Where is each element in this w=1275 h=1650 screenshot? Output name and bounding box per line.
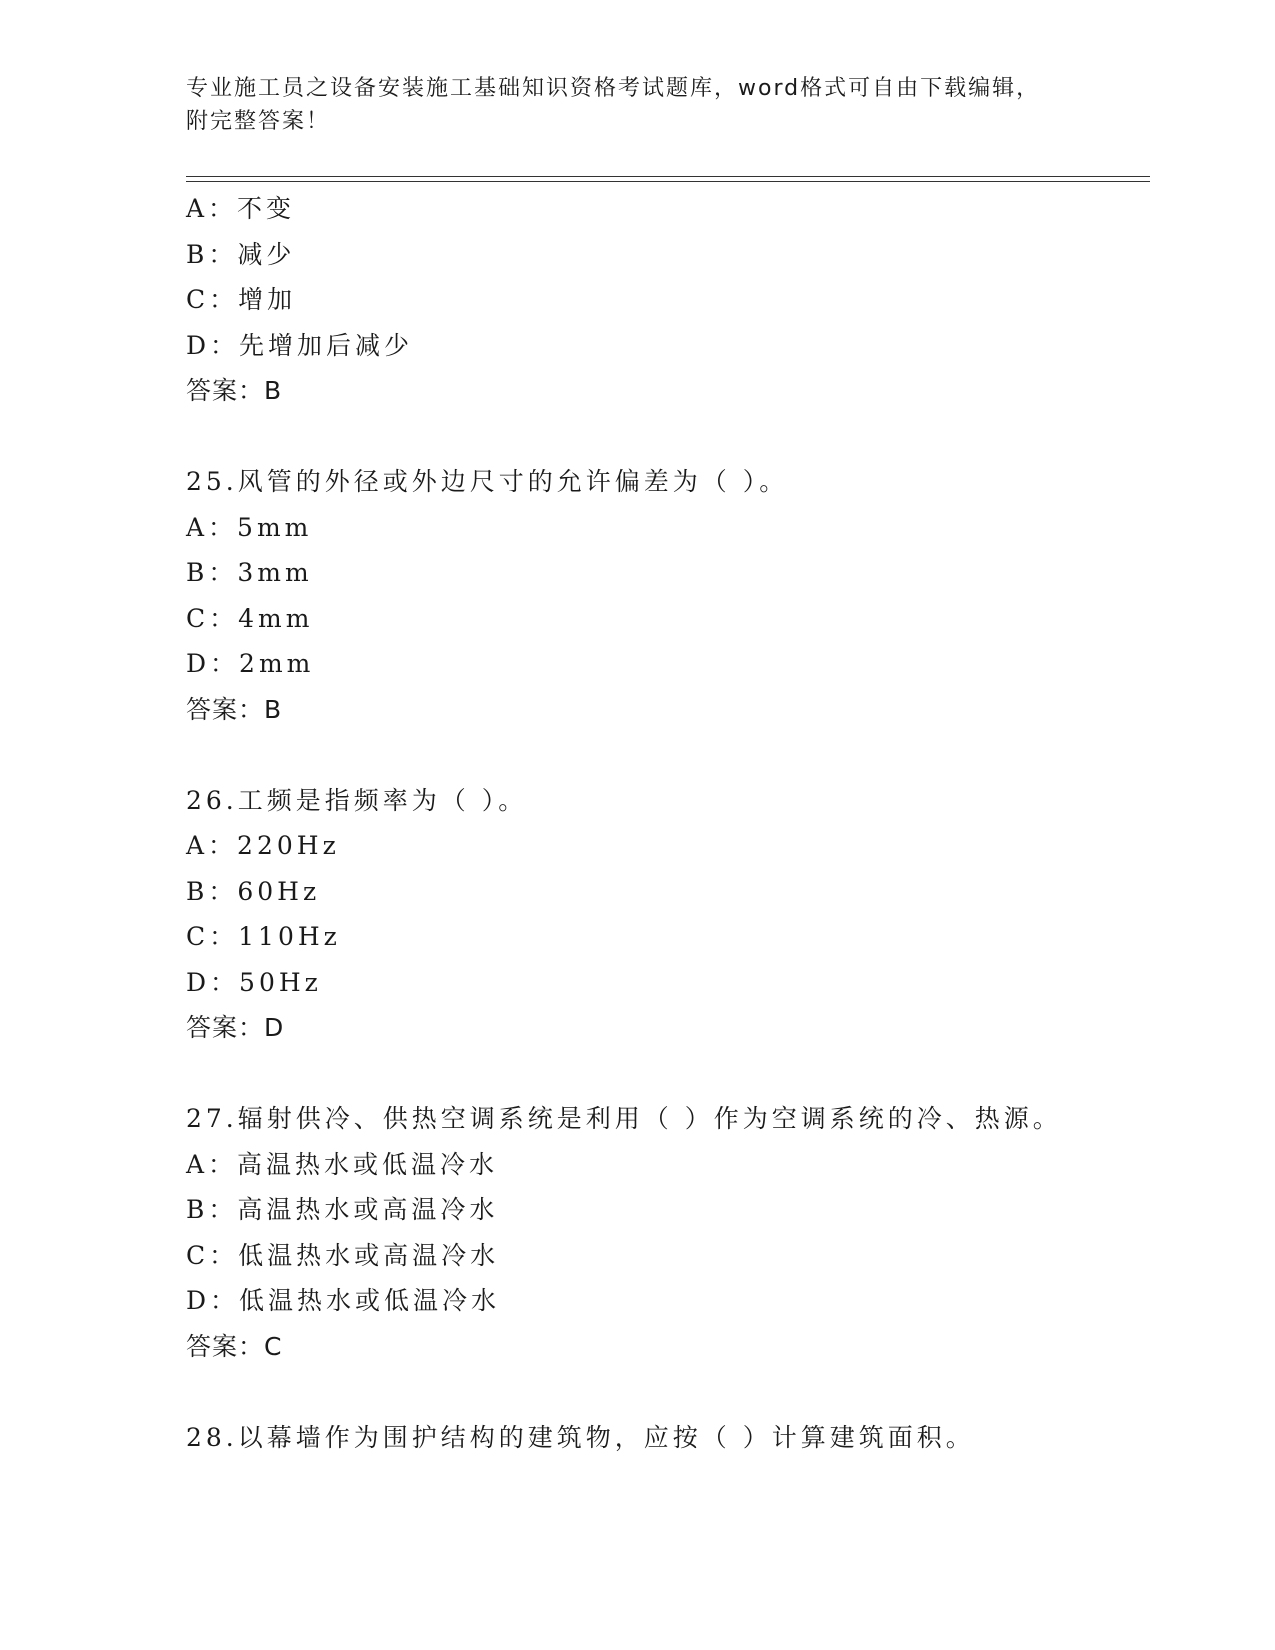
option-c: C：4mm <box>186 603 314 633</box>
answer-line: 答案：C <box>186 1331 283 1361</box>
question-text: 26.工频是指频率为（ ）。 <box>186 785 528 815</box>
question-block-24 <box>186 186 1146 414</box>
option-b: B：高温热水或高温冷水 <box>186 1195 499 1224</box>
option-a: A：不变 <box>186 194 296 223</box>
spacer <box>186 414 1146 460</box>
option-a: A：5mm <box>186 512 313 542</box>
answer-line: 答案：B <box>186 694 283 724</box>
document-header <box>186 72 1086 138</box>
question-text: 28.以幕墙作为围护结构的建筑物，应按（ ）计算建筑面积。 <box>186 1422 975 1452</box>
option-b: B：3mm <box>186 558 313 587</box>
option-d: D：低温热水或低温冷水 <box>186 1286 501 1315</box>
header-divider-bottom <box>186 181 1150 182</box>
option-b: B：60Hz <box>186 876 321 906</box>
option-b: B：减少 <box>186 239 296 269</box>
option-c: C：增加 <box>186 285 297 314</box>
option-d: D：先增加后减少 <box>186 330 414 360</box>
question-text: 25.风管的外径或外边尺寸的允许偏差为（ ）。 <box>186 467 789 496</box>
option-c: C：110Hz <box>186 922 341 951</box>
spacer <box>186 1051 1146 1097</box>
header-line-1: 专业施工员之设备安装施工基础知识资格考试题库，word格式可自由下载编辑， <box>186 76 1041 101</box>
option-a: A：高温热水或低温冷水 <box>186 1149 499 1179</box>
spacer <box>186 1369 1146 1415</box>
header-divider-top <box>186 176 1150 177</box>
option-d: D：50Hz <box>186 967 322 997</box>
question-block-26 <box>186 778 1146 1051</box>
option-d: D：2mm <box>186 649 315 678</box>
spacer <box>186 732 1146 778</box>
answer-line: 答案：B <box>186 376 283 405</box>
header-line-2: 附完整答案！ <box>186 109 331 134</box>
answer-line: 答案：D <box>186 1013 285 1042</box>
question-list <box>186 186 1146 1460</box>
question-text: 27.辐射供冷、供热空调系统是利用（ ）作为空调系统的冷、热源。 <box>186 1104 1062 1133</box>
option-c: C：低温热水或高温冷水 <box>186 1240 500 1270</box>
question-block-25 <box>186 459 1146 732</box>
question-block-27 <box>186 1096 1146 1369</box>
option-a: A：220Hz <box>186 831 340 860</box>
question-block-28 <box>186 1415 1146 1461</box>
